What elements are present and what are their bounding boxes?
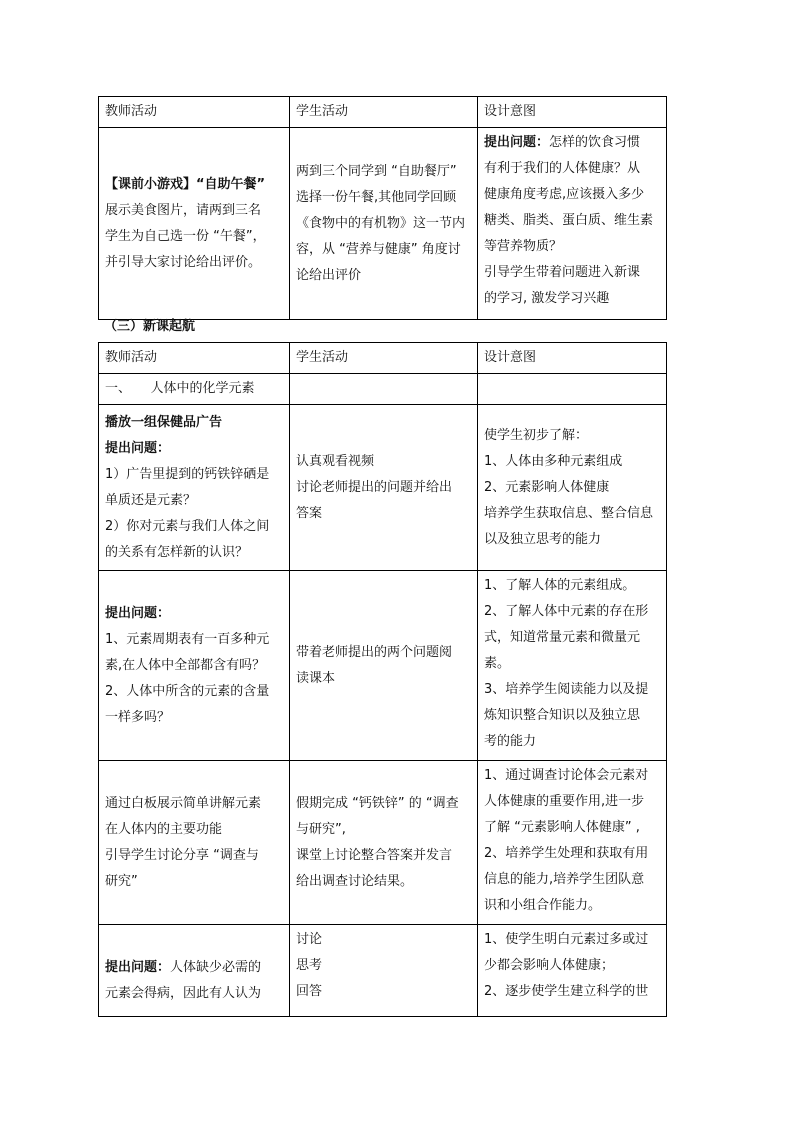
text-line: 论给出评价 xyxy=(296,267,362,283)
text-line: 培养学生获取信息、整合信息 xyxy=(484,505,654,521)
text-line: 的关系有怎样新的认识？ xyxy=(105,544,249,560)
header-teacher: 教师活动 xyxy=(99,343,290,374)
text-line: 等营养物质？ xyxy=(484,239,563,254)
question-label: 提出问题： xyxy=(105,440,171,456)
empty-cell xyxy=(478,374,667,405)
text-line: 答案 xyxy=(296,505,323,521)
text-line: 3、培养学生阅读能力以及提 xyxy=(484,682,649,697)
text-line: 两到三个同学到 “自助餐厅” xyxy=(296,163,457,179)
empty-cell xyxy=(290,374,478,405)
t1-teacher-cell xyxy=(99,128,290,320)
r2-student-cell xyxy=(290,405,478,571)
text-line: 1、通过调查讨论体会元素对 xyxy=(484,768,649,783)
question-label: 提出问题： xyxy=(484,135,550,150)
text-line: 通过白板展示简单讲解元素 xyxy=(105,795,262,811)
text-line: 元素会得病，因此有人认为 xyxy=(105,985,262,1001)
r5-student-cell xyxy=(290,925,478,1017)
text-line: 给出调查讨论结果。 xyxy=(296,873,414,889)
text-line: 认真观看视频 xyxy=(296,453,375,469)
text-line: 《食物中的有机物》这一节内 xyxy=(296,215,466,231)
t1-game-prefix: 【课前小游戏】 xyxy=(105,176,197,192)
text-line: 1、人体由多种元素组成 xyxy=(484,453,623,469)
t1-student-cell xyxy=(290,128,478,320)
text-line: 单质还是元素？ xyxy=(105,492,197,508)
r2-design-cell xyxy=(478,405,667,571)
text-line: 了解 “元素影响人体健康” , xyxy=(484,820,640,835)
text-line: 展示美食图片，请两到三名 xyxy=(105,202,262,218)
t1-design-cell xyxy=(478,128,667,320)
activity-table-1 xyxy=(98,96,667,320)
text-line: 1）广告里提到的钙铁锌硒是 xyxy=(105,466,270,482)
text-line: 2、人体中所含的元素的含量 xyxy=(105,683,270,699)
text-line: 2、培养学生处理和获取有用 xyxy=(484,846,649,861)
text-line: 1、了解人体的元素组成。 xyxy=(484,578,636,593)
text-line: 炼知识整合知识以及独立思 xyxy=(484,708,641,723)
text-line: 思考 xyxy=(296,958,323,973)
text-line: 有利于我们的人体健康？从 xyxy=(484,161,641,176)
text-line: 并引导大家讨论给出评价。 xyxy=(105,254,262,270)
question-label: 提出问题： xyxy=(105,605,171,621)
text-line: 2、元素影响人体健康 xyxy=(484,479,610,495)
text-line: 怎样的饮食习惯 xyxy=(549,135,641,150)
activity-table-2 xyxy=(98,342,667,1017)
text-line: 研究” xyxy=(105,873,138,889)
text-line: 2、逐步使学生建立科学的世 xyxy=(484,984,649,999)
text-line: 带着老师提出的两个问题阅 xyxy=(296,644,453,660)
text-line: 讨论老师提出的问题并给出 xyxy=(296,479,453,495)
r4-student-cell xyxy=(290,761,478,925)
text-line: 回答 xyxy=(296,984,323,999)
text-line: 以及独立思考的能力 xyxy=(484,531,602,547)
text-line: 2、了解人体中元素的存在形 xyxy=(484,604,649,619)
text-line: 的学习, 激发学习兴趣 xyxy=(484,291,610,306)
r4-design-cell xyxy=(478,761,667,925)
text-line: 选择一份午餐,其他同学回顾 xyxy=(296,189,457,205)
text-line: 素。 xyxy=(484,656,511,671)
r5-design-cell xyxy=(478,925,667,1017)
text-line: 引导学生讨论分享 “调查与 xyxy=(105,847,259,863)
text-line: 2）你对元素与我们人体之间 xyxy=(105,518,270,534)
text-line: 信息的能力,培养学生团队意 xyxy=(484,872,645,887)
text-line: 健康角度考虑,应该摄入多少 xyxy=(484,187,645,202)
text-line: 少都会影响人体健康； xyxy=(484,958,615,973)
text-line: 容，从 “营养与健康” 角度讨 xyxy=(296,241,461,257)
section-title: （三）新课起航 xyxy=(104,319,196,334)
text-line: 一样多吗？ xyxy=(105,709,171,725)
header-design: 设计意图 xyxy=(478,343,667,374)
text-line: 假期完成 “钙铁锌” 的 “调查 xyxy=(296,795,459,811)
text-line: 引导学生带着问题进入新课 xyxy=(484,265,641,280)
r2-teacher-cell xyxy=(99,405,290,571)
text-line: 考的能力 xyxy=(484,734,537,749)
r4-teacher-cell xyxy=(99,761,290,925)
text-line: 讨论 xyxy=(296,932,323,947)
text-line: 1、元素周期表有一百多种元 xyxy=(105,631,270,647)
text-line: 与研究”, xyxy=(296,821,346,837)
text-line: 课堂上讨论整合答案并发言 xyxy=(296,847,453,863)
text-line: 使学生初步了解： xyxy=(484,427,589,443)
text-line: 读课本 xyxy=(296,670,336,686)
question-label: 提出问题： xyxy=(105,959,171,975)
text-line: 糖类、脂类、蛋白质、维生素 xyxy=(484,213,654,228)
text-line: 人体缺少必需的 xyxy=(170,959,262,975)
text-line: 人体健康的重要作用,进一步 xyxy=(484,794,645,809)
ad-title: 播放一组保健品广告 xyxy=(105,414,223,430)
t1-game-title: “自助午餐” xyxy=(196,176,266,192)
header-design: 设计意图 xyxy=(478,97,667,128)
text-line: 识和小组合作能力。 xyxy=(484,898,602,913)
header-teacher: 教师活动 xyxy=(99,97,290,128)
header-student: 学生活动 xyxy=(290,97,478,128)
text-line: 1、使学生明白元素过多或过 xyxy=(484,932,649,947)
text-line: 在人体内的主要功能 xyxy=(105,821,223,837)
text-line: 式，知道常量元素和微量元 xyxy=(484,630,641,645)
text-line: 学生为自己选一份 “午餐”， xyxy=(105,228,266,244)
text-line: 素,在人体中全部都含有吗？ xyxy=(105,657,266,673)
section-heading-cell: 一、 人体中的化学元素 xyxy=(99,374,290,405)
header-student: 学生活动 xyxy=(290,343,478,374)
r5-teacher-cell xyxy=(99,925,290,1017)
r3-teacher-cell xyxy=(99,571,290,761)
r3-design-cell xyxy=(478,571,667,761)
r3-student-cell xyxy=(290,571,478,761)
